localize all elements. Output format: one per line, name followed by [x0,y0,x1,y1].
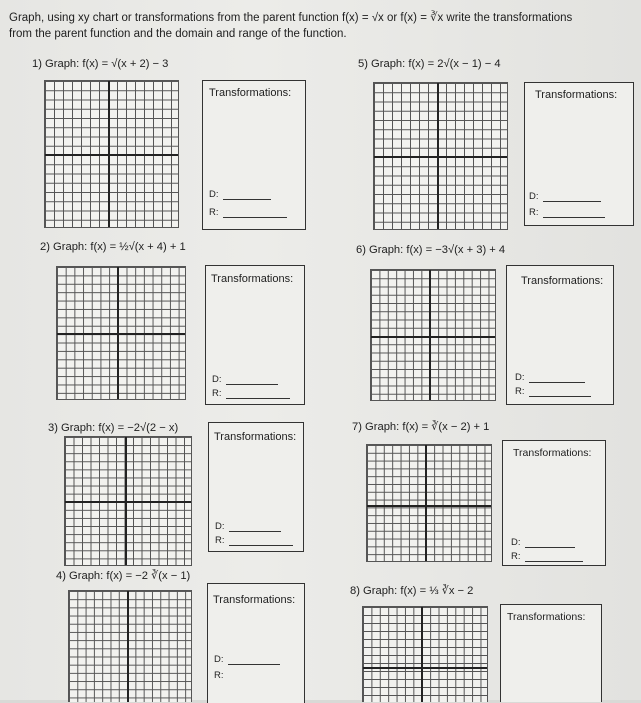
problem-4-answer-box[interactable] [207,583,305,703]
y-axis [127,591,129,702]
transformations-label: Transformations: [535,89,618,101]
range-label: R: [511,551,521,562]
range-blank[interactable] [229,545,293,546]
domain-label: D: [209,189,219,200]
range-blank[interactable] [525,561,583,562]
y-axis [125,437,127,565]
range-label: R: [515,386,525,397]
range-label: R: [529,207,539,218]
problem-2-grid [56,266,186,400]
problem-2-title: 2) Graph: f(x) = ½√(x + 4) + 1 [40,241,186,253]
range-blank[interactable] [529,396,591,397]
domain-label: D: [214,654,224,665]
domain-label: D: [515,372,525,383]
transformations-label: Transformations: [521,275,604,287]
range-field[interactable] [214,670,224,681]
x-axis [363,667,487,669]
x-axis [374,156,507,158]
domain-field[interactable] [511,537,575,548]
problem-8-answer-box[interactable] [500,604,602,702]
problem-5-title: 5) Graph: f(x) = 2√(x − 1) − 4 [358,58,501,70]
problem-6-answer-box[interactable] [506,265,614,405]
problem-5-grid [373,82,508,230]
range-label: R: [212,388,222,399]
range-blank[interactable] [223,217,287,218]
problem-4-grid [68,590,192,702]
transformations-label: Transformations: [213,594,296,606]
domain-label: D: [215,521,225,532]
problem-3-grid [64,436,192,566]
domain-blank[interactable] [226,384,278,385]
range-field[interactable] [209,207,287,218]
domain-blank[interactable] [529,382,585,383]
problem-2-answer-box[interactable] [205,265,305,405]
domain-blank[interactable] [228,664,280,665]
range-blank[interactable] [543,217,605,218]
range-label: R: [215,535,225,546]
problem-6-grid [370,269,496,401]
problem-8-grid [362,606,488,702]
problem-1-answer-box[interactable] [202,80,306,230]
y-axis [437,83,439,229]
domain-blank[interactable] [525,547,575,548]
problem-7-grid [366,444,492,562]
range-field[interactable] [515,386,591,397]
y-axis [117,267,119,399]
range-blank[interactable] [226,398,290,399]
transformations-label: Transformations: [211,273,294,285]
range-field[interactable] [215,535,293,546]
problem-6-title: 6) Graph: f(x) = −3√(x + 3) + 4 [356,244,506,256]
range-label: R: [209,207,219,218]
x-axis [371,336,495,338]
domain-field[interactable] [212,374,278,385]
range-field[interactable] [529,207,605,218]
y-axis [108,81,110,227]
y-axis [429,270,431,400]
domain-field[interactable] [215,521,281,532]
domain-blank[interactable] [223,199,271,200]
domain-field[interactable] [214,654,280,665]
y-axis [421,607,423,702]
domain-blank[interactable] [543,201,601,202]
problem-4-title: 4) Graph: f(x) = −2 ∛(x − 1) [56,570,191,582]
problem-1-title: 1) Graph: f(x) = √(x + 2) − 3 [32,58,169,70]
x-axis [65,501,191,503]
domain-label: D: [212,374,222,385]
domain-field[interactable] [529,191,601,202]
x-axis [57,333,185,335]
problem-7-title: 7) Graph: f(x) = ∛(x − 2) + 1 [352,421,490,433]
transformations-label: Transformations: [214,431,297,443]
range-field[interactable] [212,388,290,399]
y-axis [425,445,427,561]
x-axis [45,154,178,156]
domain-field[interactable] [515,372,585,383]
domain-blank[interactable] [229,531,281,532]
range-field[interactable] [511,551,583,562]
problem-3-title: 3) Graph: f(x) = −2√(2 − x) [48,422,179,434]
x-axis [367,505,491,507]
problem-3-answer-box[interactable] [208,422,304,552]
problem-1-grid [44,80,179,228]
domain-field[interactable] [209,189,271,200]
problem-5-answer-box[interactable] [524,82,634,226]
problem-8-title: 8) Graph: f(x) = ⅓ ∛x − 2 [350,585,474,597]
instructions [9,10,634,42]
domain-label: D: [511,537,521,548]
transformations-label: Transformations: [507,611,586,623]
transformations-label: Transformations: [209,87,292,99]
instructions-line-2: from the parent function and the domain and range of the function. [9,28,347,40]
domain-label: D: [529,191,539,202]
problem-7-answer-box[interactable] [502,440,606,566]
transformations-label: Transformations: [513,447,592,459]
range-label: R: [214,670,224,681]
instructions-line-1: Graph, using xy chart or transformations from the parent function f(x) = √x or f(x) = ∛x write the transformations [9,12,573,24]
